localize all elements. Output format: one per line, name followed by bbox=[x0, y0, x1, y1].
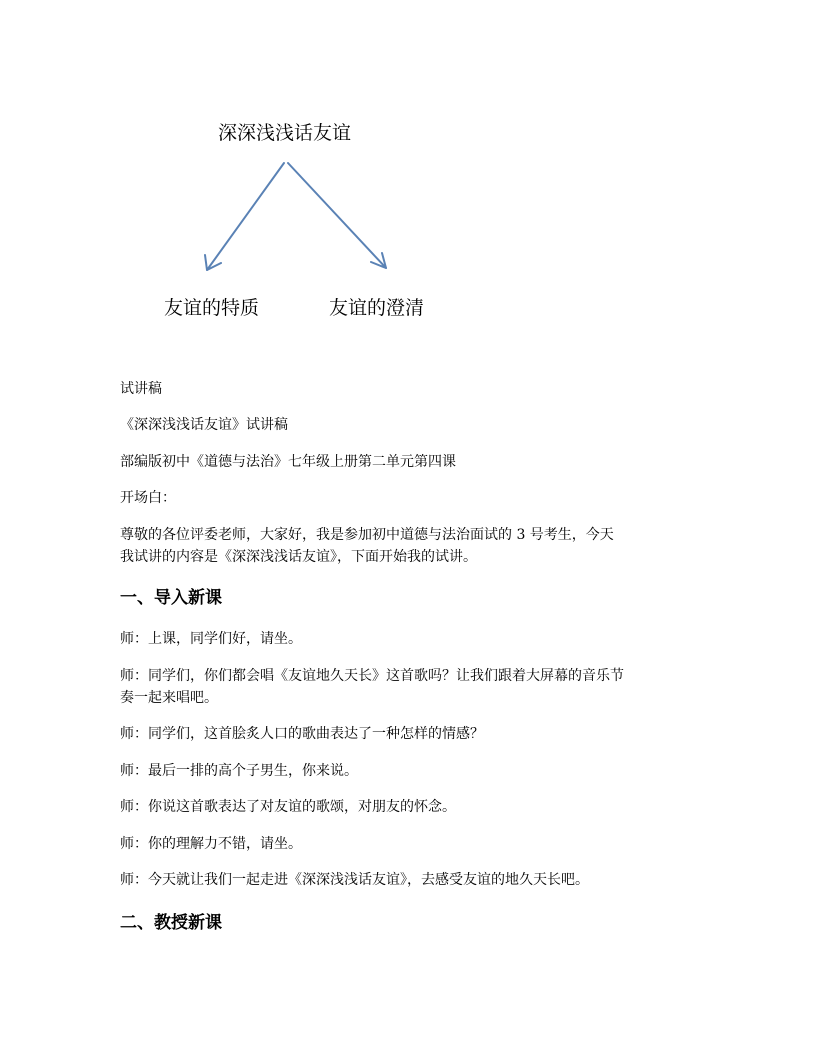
dialogue-line: 师：最后一排的高个子男生，你来说。 bbox=[120, 763, 358, 779]
dialogue-line: 师：上课，同学们好，请坐。 bbox=[120, 631, 302, 647]
dialogue-line: 师：你的理解力不错，请坐。 bbox=[120, 836, 302, 852]
document-label: 试讲稿 bbox=[120, 381, 162, 397]
right-arrow bbox=[288, 163, 386, 268]
dialogue-line: 师：同学们，你们都会唱《友谊地久天长》这首歌吗？让我们跟着大屏幕的音乐节 bbox=[120, 668, 624, 684]
opening-line-2: 我试讲的内容是《深深浅浅话友谊》，下面开始我的试讲。 bbox=[120, 549, 477, 565]
diagram-branch-right: 友谊的澄清 bbox=[329, 297, 425, 319]
concept-diagram bbox=[0, 0, 816, 340]
diagram-title: 深深浅浅话友谊 bbox=[218, 122, 352, 144]
opening-label: 开场白： bbox=[120, 490, 176, 506]
dialogue-line: 师：你说这首歌表达了对友谊的歌颂，对朋友的怀念。 bbox=[120, 799, 456, 815]
dialogue-line: 奏一起来唱吧。 bbox=[120, 690, 218, 706]
branch-arrows bbox=[0, 0, 816, 340]
document-title-line: 《深深浅浅话友谊》试讲稿 bbox=[120, 417, 288, 433]
document-subtitle: 部编版初中《道德与法治》七年级上册第二单元第四课 bbox=[120, 454, 456, 470]
section-heading-2: 二、教授新课 bbox=[120, 913, 222, 933]
dialogue-line: 师：今天就让我们一起走进《深深浅浅话友谊》，去感受友谊的地久天长吧。 bbox=[120, 872, 589, 888]
left-arrow bbox=[207, 163, 284, 270]
section-heading-1: 一、导入新课 bbox=[120, 588, 222, 608]
diagram-branch-left: 友谊的特质 bbox=[164, 297, 260, 319]
opening-line-1: 尊敬的各位评委老师，大家好，我是参加初中道德与法治面试的 3 号考生，今天 bbox=[120, 527, 614, 543]
dialogue-line: 师：同学们，这首脍炙人口的歌曲表达了一种怎样的情感？ bbox=[120, 726, 484, 742]
